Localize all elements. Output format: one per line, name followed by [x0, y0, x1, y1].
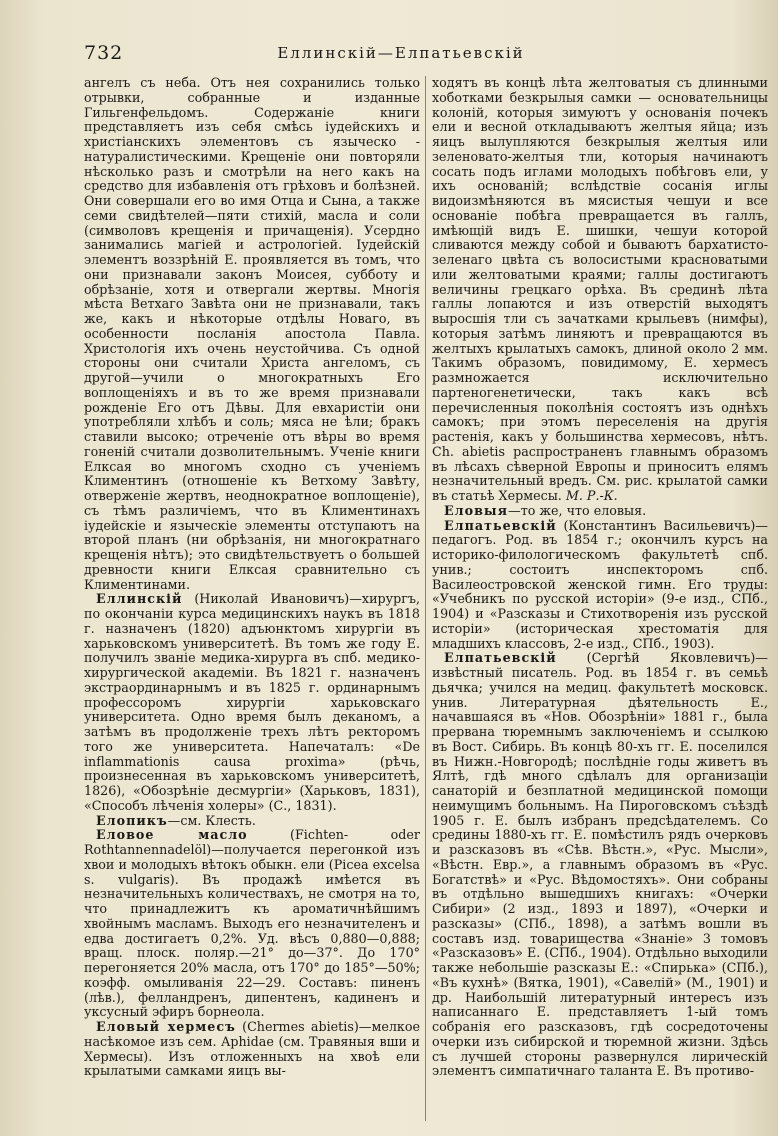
- running-head: Еллинскій—Елпатьевскій: [277, 44, 525, 62]
- entry-text: (Chermes abietis)—мелкое насѣкомое изъ сем. Aphidae (см. Травяныя вши и Хермесы). Изъ отложенныхъ на хвоѣ ели крылатыми самками яицъ вы-: [84, 1019, 420, 1079]
- article-entry: [84, 592, 420, 813]
- entry-headword: Еловое масло: [96, 827, 248, 843]
- author-signature: М. Р.-К.: [565, 488, 618, 503]
- article-continuation: [432, 76, 768, 504]
- column-divider: [425, 76, 426, 1121]
- entry-text: —то же, что еловыя.: [508, 502, 647, 518]
- article-continuation: [84, 76, 420, 592]
- entry-headword: Еллинскій: [96, 591, 183, 607]
- page-header: [84, 42, 718, 70]
- article-entry: [84, 828, 420, 1020]
- entry-headword: Елпатьевскій: [444, 517, 557, 533]
- entry-headword: Елопикъ: [96, 812, 168, 828]
- entry-text: —см. Клесть.: [167, 812, 256, 828]
- entry-text: (Николай Ивановичъ)—хирургъ, по окончаніи курса медицинскихъ наукъ въ 1818 г. назначенъ (1820) адъюнктомъ хирургіи въ харьковскомъ университетѣ. Въ томъ же году Е. получилъ званіе медика-хирурга въ спб. медико-хирургической академіи. Въ 1821 г. назначенъ экстраординарнымъ и въ 1825 г. ординарнымъ профессоромъ хирургіи харьковскаго университета. Одно время былъ деканомъ, а затѣмъ въ продолженіе трехъ лѣтъ ректоромъ того же университета. Напечаталъ: «De inflammationis causa proxima» (рѣчь, произнесенная въ харьковскомъ университетѣ, 1826), «Обозрѣніе десмургіи» (Харьковъ, 1831), «Способъ лѣченія холеры» (С., 1831).: [84, 591, 420, 813]
- page-number: 732: [84, 42, 124, 64]
- entry-text: (Сергѣй Яковлевичъ)—извѣстный писатель. Род. въ 1854 г. въ семьѣ дьячка; учился на медиц. факультетѣ московск. унив. Литературная дѣятельность Е., начавшаяся въ «Нов. Обозрѣніи» 1881 г., была прервана тюремнымъ заключеніемъ и ссылкою въ Вост. Сибирь. Въ концѣ 80-хъ гг. Е. поселился въ Нижн.-Новгородѣ; послѣдніе годы живетъ въ Ялтѣ, гдѣ много сдѣлалъ для организаціи санаторій и безплатной медицинской помощи неимущимъ больнымъ. На Пироговскомъ съѣздѣ 1905 г. Е. былъ избранъ предсѣдателемъ. Со средины 1880-хъ гг. Е. помѣстилъ рядъ очерковъ и разсказовъ въ «Сѣв. Вѣстн.», «Рус. Мысли», «Вѣстн. Евр.», а главнымъ образомъ въ «Рус. Богатствѣ» и «Рус. Вѣдомостяхъ». Они собраны въ отдѣльно вышедшихъ книгахъ: «Очерки Сибири» (2 изд., 1893 и 1897), «Очерки и разсказы» (СПб., 1898), а затѣмъ вошли въ составъ изд. товарищества «Знаніе» 3 томовъ «Разсказовъ» Е. (СПб., 1904). Отдѣльно выходили также небольшіе разсказы Е.: «Спирька» (СПб.), «Въ кухнѣ» (Вятка, 1901), «Савелій» (М., 1901) и др. Наибольшій литературный интересъ изъ написаннаго Е. представляетъ 1-ый томъ собранія его разсказовъ, гдѣ сосредоточены очерки изъ сибирской и тюремной жизни. Здѣсь съ лучшей стороны развернулся лирическій элементъ симпатичнаго таланта Е. Въ противо-: [432, 650, 768, 1079]
- article-entry: [84, 1020, 420, 1079]
- entry-text: ангелъ съ неба. Отъ нея сохранились только отрывки, собранные и изданные Гильгенфельдомъ. Содержаніе книги представляетъ изъ себя смѣсь іудейскихъ и христіанскихъ элементовъ съ языческо - натуралистическими. Крещеніе они повторяли нѣсколько разъ и смотрѣли на него какъ на средство для избавленія отъ грѣховъ и болѣзней. Они совершали его во имя Отца и Сына, а также семи свидѣтелей—пяти стихій, масла и соли (символовъ крещенія и причащенія). Усердно занимались магіей и астрологіей. Іудейскій элементъ воззрѣній Е. проявляется въ томъ, что они признавали законъ Моисея, субботу и обрѣзаніе, хотя и отвергали жертвы. Многія мѣста Ветхаго Завѣта они не признавали, такъ же, какъ и нѣкоторые отдѣлы Новаго, въ особенности посланія апостола Павла. Христологія ихъ очень неустойчива. Съ одной стороны они считали Христа ангеломъ, съ другой—учили о многократныхъ Его воплощеніяхъ и въ то же время признавали рожденіе Его отъ Дѣвы. Для евхаристіи они употребляли хлѣбъ и соль; мяса не ѣли; бракъ ставили высоко; отреченіе отъ вѣры во время гоненій считали дозволительнымъ. Ученіе книги Елксая во многомъ сходно съ ученіемъ Климентинъ (отношеніе къ Ветхому Завѣту, отверженіе жертвъ, неоднократное воплощеніе), съ тѣмъ различіемъ, что въ Климентинахъ іудейскіе и языческіе элементы отступаютъ на второй планъ (ни обрѣзанія, ни многократнаго крещенія нѣтъ); это свидѣтельствуетъ о большей древности книги Елксая сравнительно съ Климентинами.: [84, 76, 420, 592]
- article-entry: [84, 814, 420, 829]
- right-column: [432, 76, 768, 1126]
- article-entry: [432, 519, 768, 652]
- entry-headword: Еловыя: [444, 502, 508, 518]
- entry-text: ходятъ въ концѣ лѣта желтоватыя съ длинными хоботками безкрылыя самки — основательницы колоній, которыя зимуютъ у основанія почекъ ели и весной откладываютъ желтыя яйца; изъ яицъ вылупляются безкрылыя желтыя или зеленовато-желтыя тли, которыя начинаютъ сосать подъ иглами молодыхъ побѣговъ ели, у ихъ основаній; вслѣдствіе сосанія иглы видоизмѣняются въ мясистыя чешуи и все основаніе побѣга превращается въ галлъ, имѣющій видъ Е. шишки, чешуи которой сливаются между собой и бываютъ бархатисто-зеленаго цвѣта съ волосистыми красноватыми или желтоватыми краями; галлы достигаютъ величины грецкаго орѣха. Въ срединѣ лѣта галлы лопаются и изъ отверстій выходятъ выросшія тли съ зачатками крыльевъ (нимфы), которыя затѣмъ линяютъ и превращаются въ желтыхъ крылатыхъ самокъ, длиной около 2 мм. Такимъ образомъ, повидимому, Е. хермесъ размножается исключительно партеногенетически, такъ какъ всѣ перечисленныя поколѣнія состоятъ изъ однѣхъ самокъ; при этомъ переселенія на другія растенія, какъ у большинства хермесовъ, нѣтъ. Ch. abietis распространенъ главнымъ образомъ въ лѣсахъ сѣверной Европы и приноситъ елямъ незначительный вредъ. См. рис. крылатой самки въ статьѣ Хермесы.: [432, 76, 768, 503]
- entry-headword: Елпатьевскій: [444, 650, 557, 666]
- article-entry: [432, 651, 768, 1079]
- entry-text: (Fichten- oder Rothtannennadelöl)—получается перегонкой изъ хвои и молодыхъ вѣтокъ обыкн. ели (Picea excelsa s. vulgaris). Въ продажѣ имѣется въ незначительныхъ количествахъ, не смотря на то, что принадлежитъ къ ароматичнѣйшимъ хвойнымъ масламъ. Выходъ его незначителенъ и едва достигаетъ 0,2%. Уд. вѣсъ 0,880—0,888; вращ. плоск. поляр.—21° до—37°. До 170° перегоняется 20% масла, отъ 170° до 185°—50%; коэфф. омыливанія 22—29. Составъ: пиненъ (лѣв.), фелландренъ, дипентенъ, кадиненъ и уксусный эфиръ борнеола.: [84, 827, 420, 1020]
- entry-headword: Еловый хермесъ: [96, 1019, 236, 1034]
- article-entry: [432, 504, 768, 519]
- entry-text: (Константинъ Васильевичъ)—педагогъ. Род. въ 1854 г.; окончилъ курсъ на историко-филологическомъ факультетѣ спб. унив.; состоитъ инспекторомъ спб. Василеостровской женской гимн. Его труды: «Учебникъ по русской исторіи» (9-е изд., СПб., 1904) и «Разсказы и Стихотворенія изъ русской исторіи» (историческая хрестоматія для младшихъ классовъ, 2-е изд., СПб., 1903).: [432, 517, 768, 651]
- left-column: [84, 76, 420, 1126]
